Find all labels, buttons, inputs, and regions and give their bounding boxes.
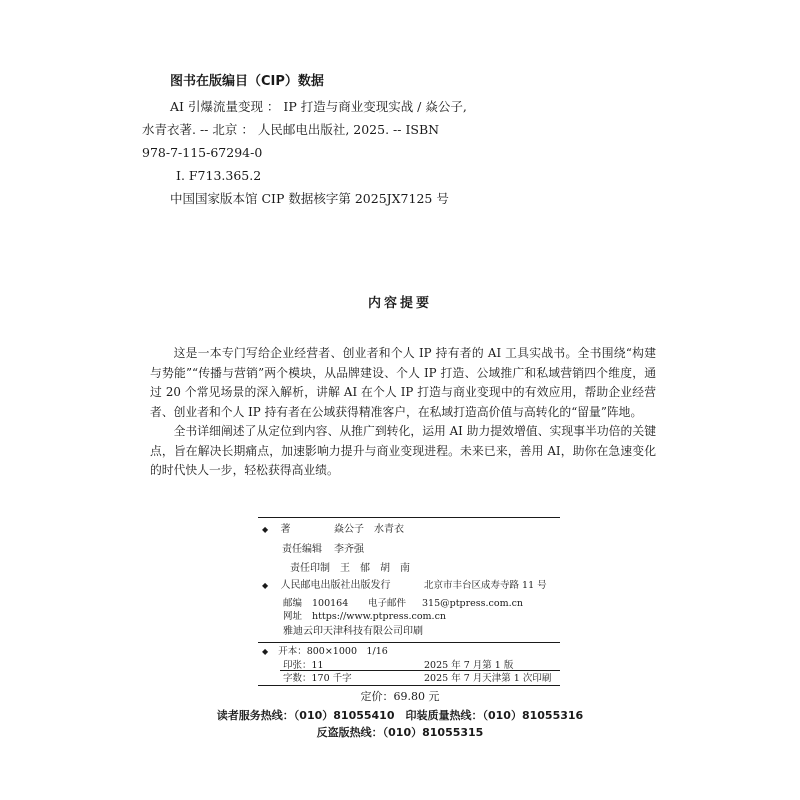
price: 定价：69.80 元 — [360, 690, 440, 703]
publisher-row — [262, 579, 391, 593]
print-label: 责任印制 — [290, 563, 330, 574]
cip-line-3: 978-7-115-67294-0 — [142, 145, 263, 160]
book-format: 开本：800×1000 1/16 — [278, 646, 388, 657]
printing: 2025 年 7 月天津第 1 次印刷 — [424, 673, 552, 684]
colophon-bottom-rule — [258, 685, 560, 686]
postcode: 100164 — [312, 598, 349, 609]
colophon-rule-2 — [280, 670, 560, 671]
colophon-top-rule — [258, 517, 560, 518]
format-row — [262, 645, 388, 659]
printer: 雅迪云印天津科技有限公司印刷 — [283, 626, 423, 637]
cip-heading: 图书在版编目（CIP）数据 — [170, 74, 324, 89]
editor-label: 责任编辑 — [282, 544, 322, 555]
publisher-name: 人民邮电出版社出版发行 — [280, 580, 391, 591]
cip-line-5: 中国国家版本馆 CIP 数据核字第 2025JX7125 号 — [170, 191, 449, 206]
email-label: 电子邮件 — [368, 598, 407, 609]
sheets: 印张：11 — [283, 660, 324, 671]
cip-line-4: Ⅰ. F713.365.2 — [176, 168, 262, 183]
cip-line-1: AI 引爆流量变现 ： IP 打造与商业变现实战 / 焱公子, — [170, 99, 467, 114]
bullet-icon: ◆ — [262, 525, 269, 534]
editor-name: 李齐强 — [334, 544, 364, 555]
cip-block — [142, 70, 510, 210]
author-row — [262, 523, 291, 537]
edition: 2025 年 7 月第 1 版 — [424, 660, 514, 671]
cip-line-2: 水青衣著. -- 北京 ： 人民邮电出版社, 2025. -- ISBN — [142, 122, 440, 137]
abstract-paragraph-1: 这是一本专门写给企业经营者、创业者和个人 IP 持有者的 AI 工具实战书。全书围绕“构建与势能”“传播与营销”两个模块，从品牌建设、个人 IP 打造、公域推广和私域营销四个维度，通过 20 个常见场景的深入解析，讲解 AI 在个人 IP 打造与商业变现中的有效应用，帮助企业经营者、创业者和个人 IP 持有者在公域获得精准客户，在私域打造高价值与高转化的“留量”阵地。 — [150, 346, 656, 419]
authors: 焱公子 水青衣 — [334, 524, 404, 535]
email: 315@ptpress.com.cn — [422, 598, 524, 609]
word-count: 字数：170 千字 — [283, 673, 352, 684]
abstract-body — [150, 344, 656, 481]
bullet-icon: ◆ — [262, 647, 269, 656]
abstract-paragraph-2: 全书详细阐述了从定位到内容、从推广到转化，运用 AI 助力提效增值、实现事半功倍的关键点，旨在解决长期痛点，加速影响力提升与商业变现进程。未来已来，善用 AI，助你在急速变化的时代快人一步，轻松获得高业绩。 — [150, 424, 656, 477]
author-label: 著 — [280, 524, 291, 535]
antipiracy-hotline: 反盗版热线：（010）81055315 — [316, 726, 484, 739]
web-label: 网址 — [283, 611, 303, 622]
publisher-address: 北京市丰台区成寿寺路 11 号 — [424, 580, 547, 591]
reader-hotline: 读者服务热线：（010）81055410 印装质量热线：（010）81055316 — [216, 709, 584, 722]
bullet-icon: ◆ — [262, 581, 269, 590]
print-names: 王 郁 胡 南 — [340, 563, 410, 574]
colophon-middle-rule — [258, 642, 560, 643]
website: https://www.ptpress.com.cn — [312, 611, 447, 622]
postcode-label: 邮编 — [283, 598, 303, 609]
abstract-title: 内容提要 — [367, 296, 432, 311]
